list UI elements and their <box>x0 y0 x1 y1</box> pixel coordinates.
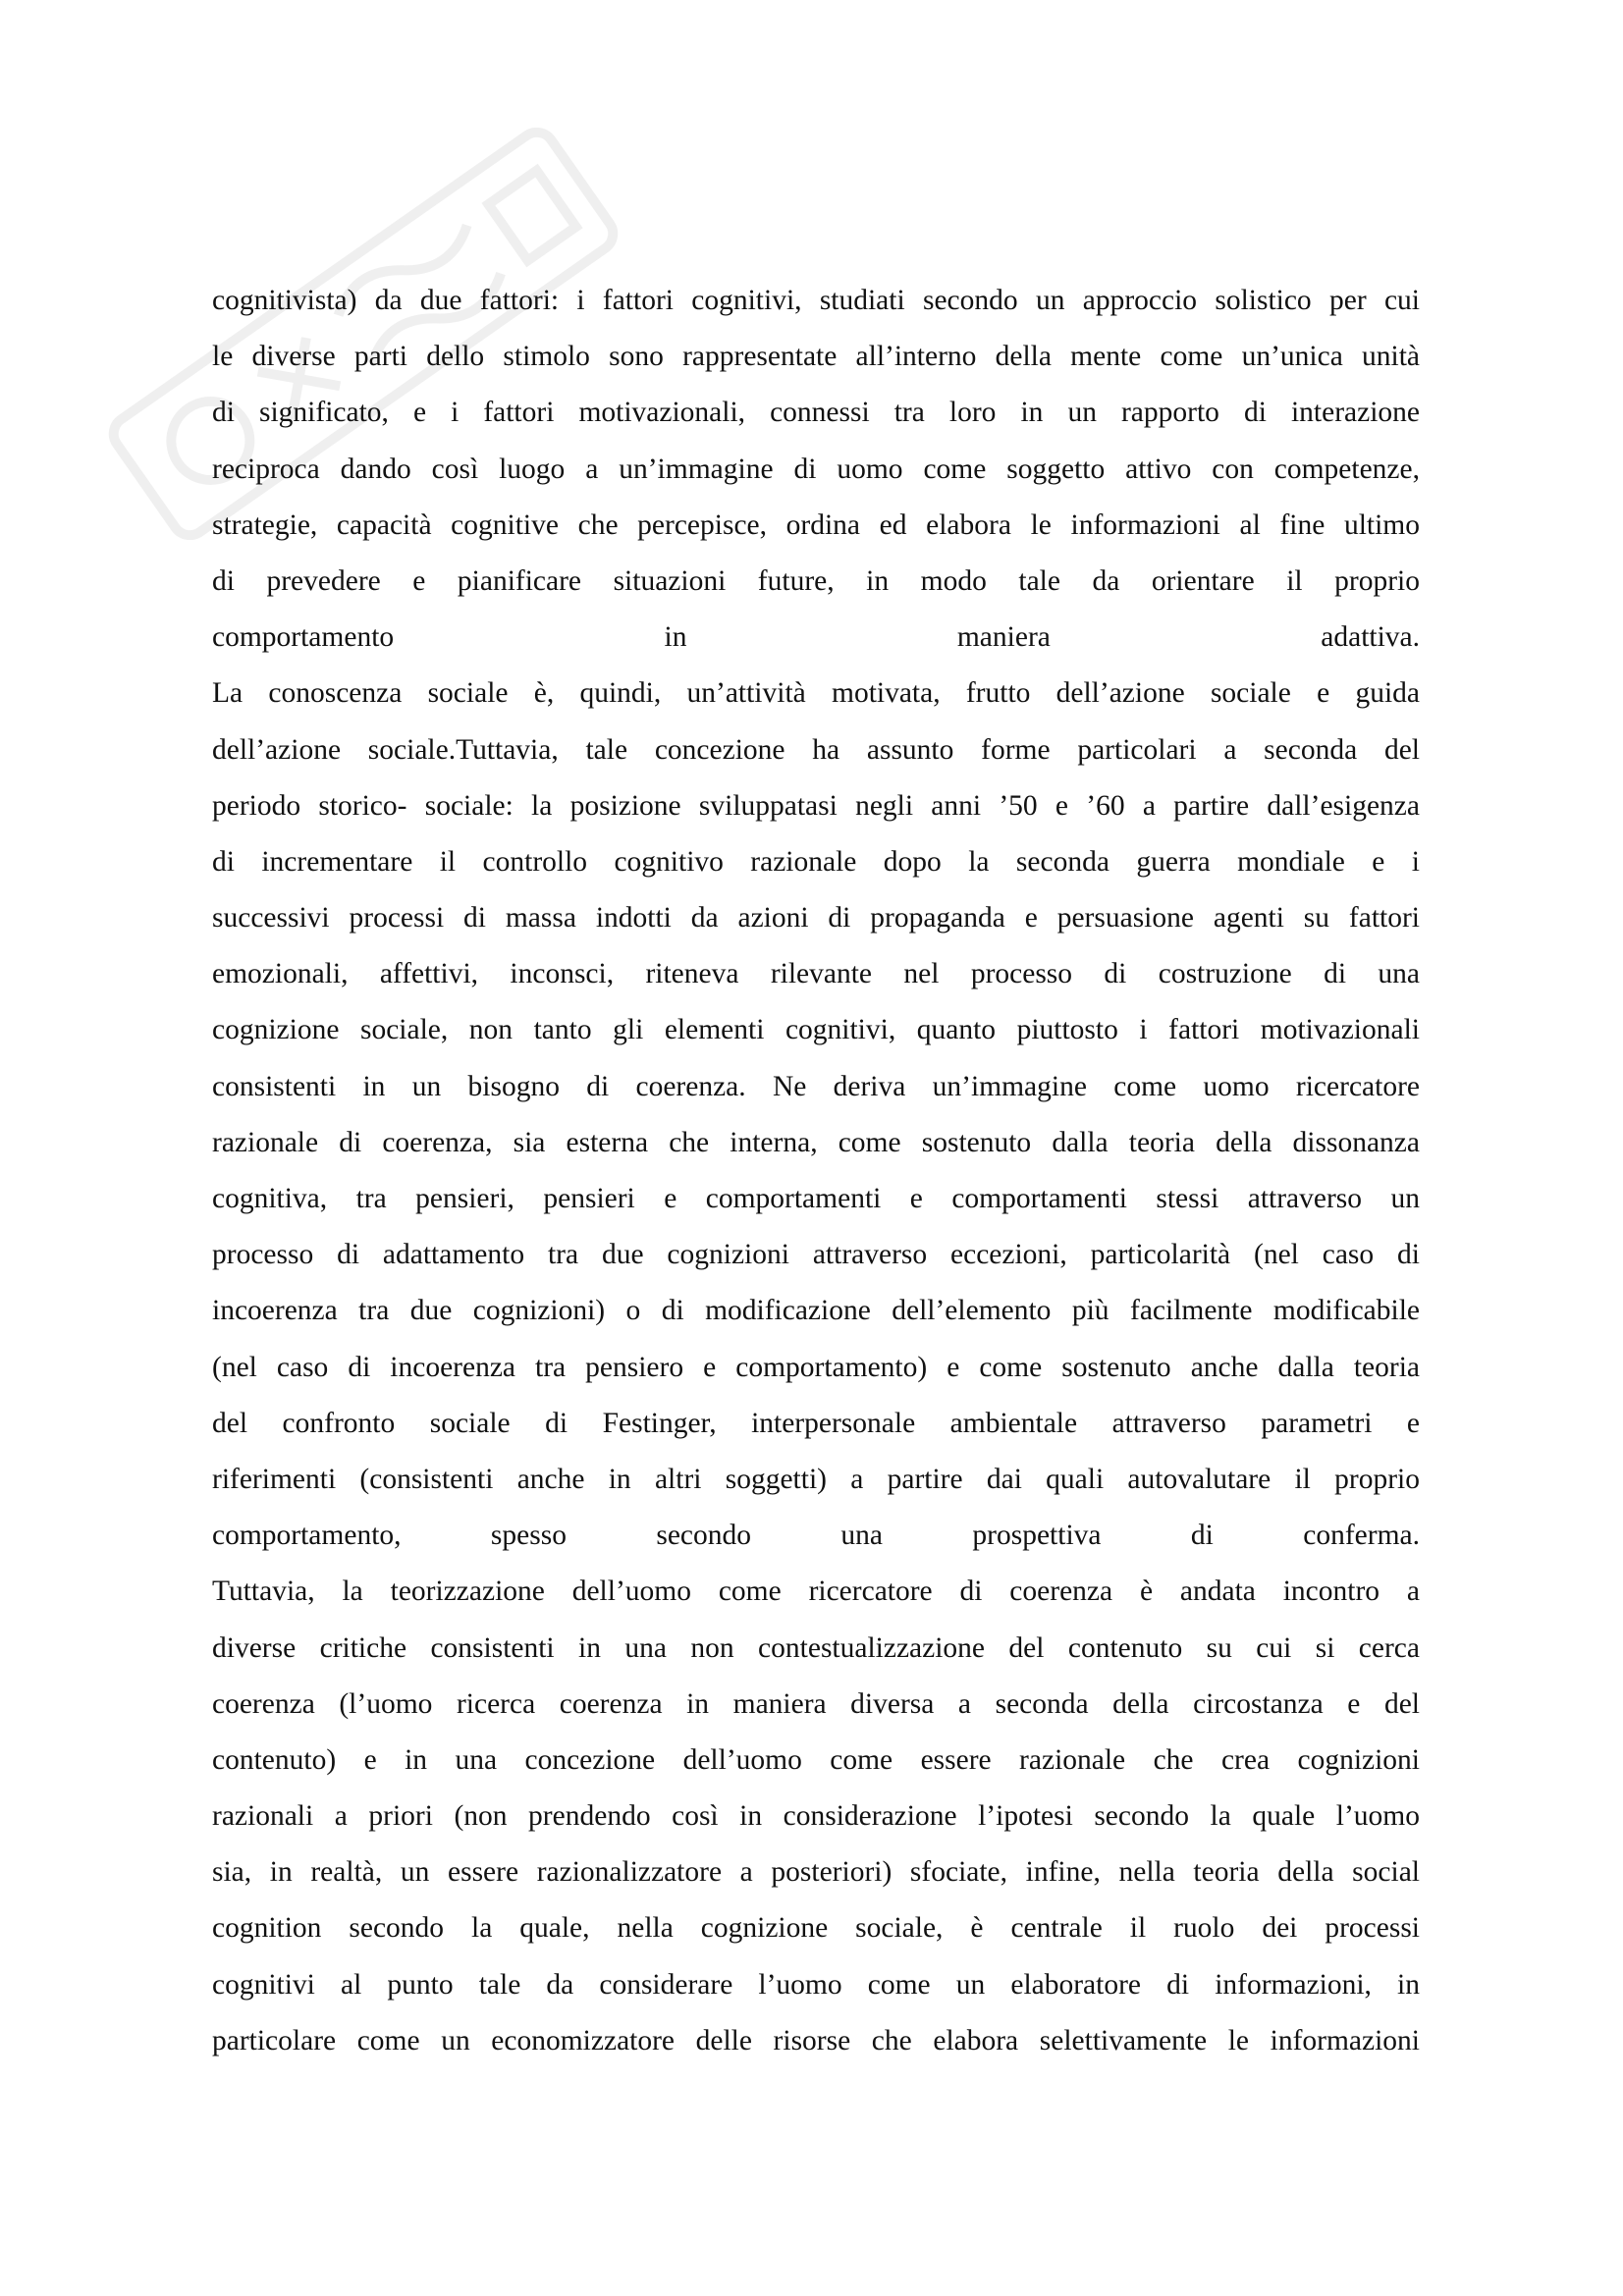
text-line: riferimenti (consistenti anche in altri soggetti) a partire dai quali autovalutare il proprio <box>212 1463 1420 1495</box>
text-line: periodo storico- sociale: la posizione sviluppatasi negli anni ’50 e ’60 a partire dall’esigenza <box>212 789 1420 822</box>
text-line: emozionali, affettivi, inconsci, riteneva rilevante nel processo di costruzione di una <box>212 958 1420 990</box>
text-line: coerenza (l’uomo ricerca coerenza in maniera diversa a seconda della circostanza e del <box>212 1687 1420 1720</box>
text-line: le diverse parti dello stimolo sono rappresentate all’interno della mente come un’unica unità <box>212 341 1420 373</box>
text-line: La conoscenza sociale è, quindi, un’attività motivata, frutto dell’azione sociale e guida <box>212 677 1420 710</box>
text-line: cognition secondo la quale, nella cognizione sociale, è centrale il ruolo dei processi <box>212 1912 1420 1945</box>
text-line: di incrementare il controllo cognitivo razionale dopo la seconda guerra mondiale e i <box>212 845 1420 878</box>
text-line: razionale di coerenza, sia esterna che interna, come sostenuto dalla teoria della dissonanza <box>212 1126 1420 1158</box>
text-line: incoerenza tra due cognizioni) o di modificazione dell’elemento più facilmente modificabile <box>212 1295 1420 1327</box>
text-line: cognitiva, tra pensieri, pensieri e comportamenti e comportamenti stessi attraverso un <box>212 1183 1420 1214</box>
text-line: diverse critiche consistenti in una non contestualizzazione del contenuto su cui si cerca <box>212 1631 1420 1664</box>
text-line: successivi processi di massa indotti da azioni di propaganda e persuasione agenti su fattori <box>212 902 1420 934</box>
text-line: Tuttavia, la teorizzazione dell’uomo come ricercatore di coerenza è andata incontro a <box>212 1575 1420 1608</box>
text-line: di significato, e i fattori motivazionali, connessi tra loro in un rapporto di interazione <box>212 397 1420 429</box>
text-line: cognitivi al punto tale da considerare l’uomo come un elaboratore di informazioni, in <box>212 1968 1420 2001</box>
text-line: comportamento in maniera adattiva. <box>212 621 1420 654</box>
text-line: particolare come un economizzatore delle risorse che elabora selettivamente le informazioni <box>212 2024 1420 2056</box>
text-line: del confronto sociale di Festinger, interpersonale ambientale attraverso parametri e <box>212 1407 1420 1439</box>
text-line: comportamento, spesso secondo una prospettiva di conferma. <box>212 1520 1420 1552</box>
text-line: cognitivista) da due fattori: i fattori cognitivi, studiati secondo un approccio solistico per cui <box>212 285 1420 316</box>
text-line: cognizione sociale, non tanto gli elementi cognitivi, quanto piuttosto i fattori motivazionali <box>212 1014 1420 1046</box>
text-line: di prevedere e pianificare situazioni future, in modo tale da orientare il proprio <box>212 564 1420 597</box>
body-text <box>212 273 1420 2069</box>
text-line: razionali a priori (non prendendo così in considerazione l’ipotesi secondo la quale l’uomo <box>212 1800 1420 1833</box>
text-line: reciproca dando così luogo a un’immagine di uomo come soggetto attivo con competenze, <box>212 453 1420 485</box>
text-line: strategie, capacità cognitive che percepisce, ordina ed elabora le informazioni al fine ultimo <box>212 508 1420 541</box>
text-line: dell’azione sociale.Tuttavia, tale concezione ha assunto forme particolari a seconda del <box>212 733 1420 766</box>
text-line: sia, in realtà, un essere razionalizzatore a posteriori) sfociate, infine, nella teoria della social <box>212 1856 1420 1889</box>
text-line: consistenti in un bisogno di coerenza. Ne deriva un’immagine come uomo ricercatore <box>212 1070 1420 1102</box>
text-line: contenuto) e in una concezione dell’uomo come essere razionale che crea cognizioni <box>212 1743 1420 1776</box>
text-line: (nel caso di incoerenza tra pensiero e comportamento) e come sostenuto anche dalla teoria <box>212 1351 1420 1383</box>
text-line: processo di adattamento tra due cognizioni attraverso eccezioni, particolarità (nel caso di <box>212 1239 1420 1271</box>
